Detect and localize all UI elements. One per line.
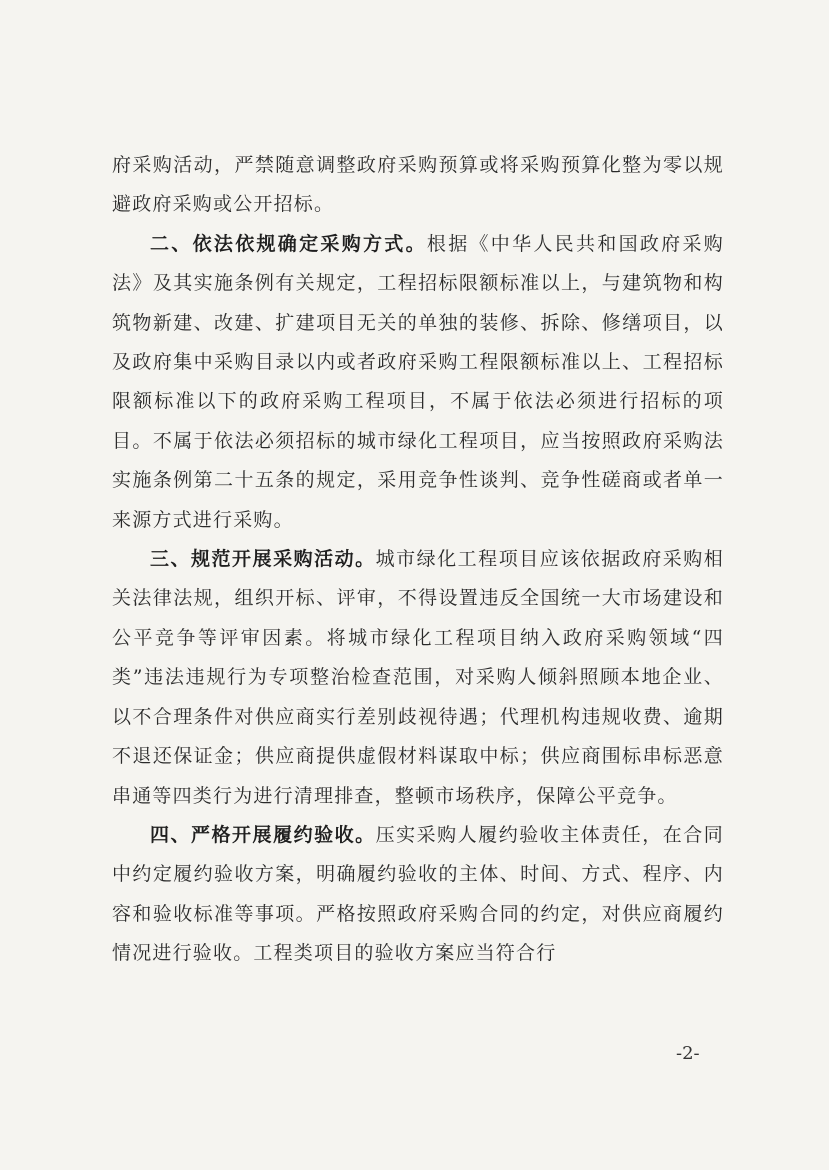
paragraph-heading: 四、严格开展履约验收。	[150, 823, 376, 846]
paragraph-heading: 二、依法依规确定采购方式。	[150, 232, 427, 255]
page-number: -2-	[676, 1043, 700, 1064]
paragraph-body: 压实采购人履约验收主体责任，在合同中约定履约验收方案，明确履约验收的主体、时间、方式、程序、内容和验收标准等事项。严格按照政府采购合同的约定，对供应商履约情况进行验收。工程类项目的验收方案应当符合行	[112, 823, 724, 965]
paragraph-procurement-method	[112, 225, 724, 540]
paragraph-continuation	[112, 146, 724, 225]
paragraph-body: 根据《中华人民共和国政府采购法》及其实施条例有关规定，工程招标限额标准以上，与建筑物和构筑物新建、改建、扩建项目无关的单独的装修、拆除、修缮项目，以及政府集中采购目录以内或者政府采购工程限额标准以上、工程招标限额标准以下的政府采购工程项目，不属于依法必须进行招标的项目。不属于依法必须招标的城市绿化工程项目，应当按照政府采购法实施条例第二十五条的规定，采用竞争性谈判、竞争性磋商或者单一来源方式进行采购。	[112, 232, 724, 531]
paragraph-procurement-activities	[112, 540, 724, 816]
paragraph-acceptance	[112, 816, 724, 974]
paragraph-body: 府采购活动，严禁随意调整政府采购预算或将采购预算化整为零以规避政府采购或公开招标。	[112, 154, 724, 216]
paragraph-heading: 三、规范开展采购活动。	[150, 548, 376, 571]
paragraph-body: 城市绿化工程项目应该依据政府采购相关法律法规，组织开标、评审，不得设置违反全国统一大市场建设和公平竞争等评审因素。将城市绿化工程项目纳入政府采购领域“四类”违法违规行为专项整治检查范围，对采购人倾斜照顾本地企业、以不合理条件对供应商实行差别歧视待遇；代理机构违规收费、逾期不退还保证金；供应商提供虚假材料谋取中标；供应商围标串标恶意串通等四类行为进行清理排查，整顿市场秩序，保障公平竞争。	[112, 548, 724, 807]
document-body	[112, 146, 724, 974]
